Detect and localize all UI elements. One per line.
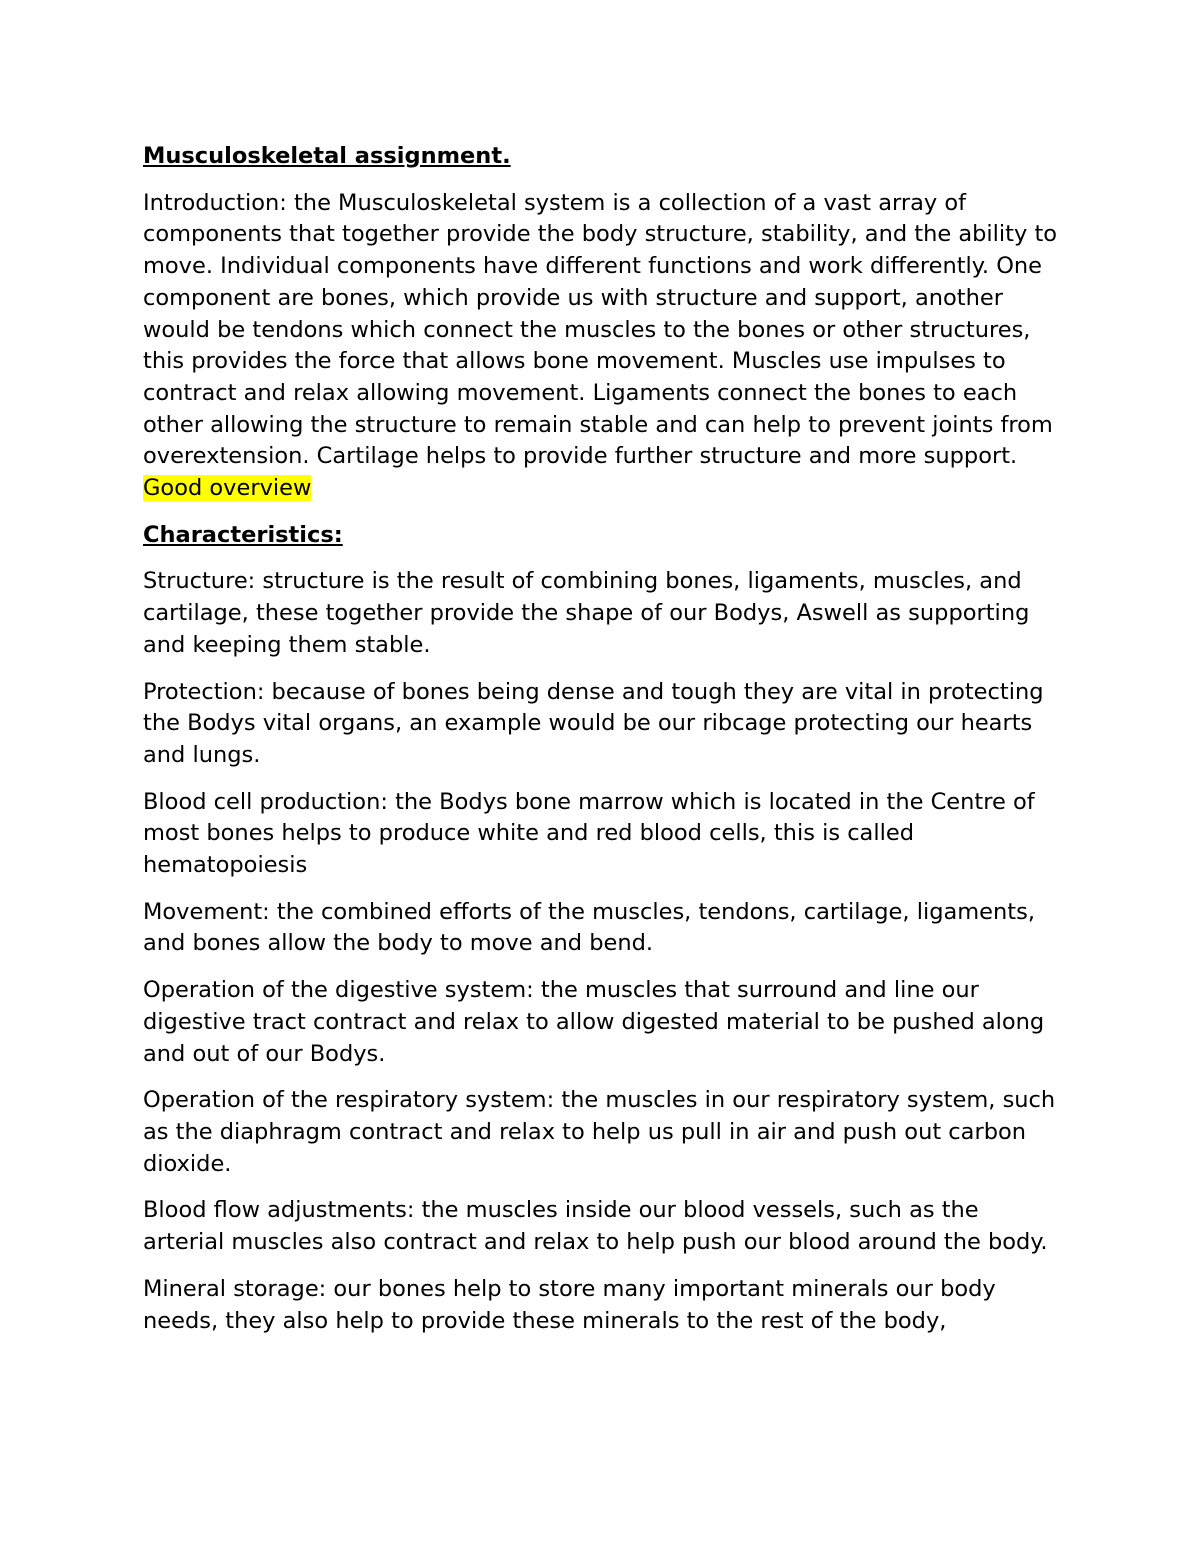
- introduction-paragraph: [143, 188, 1063, 505]
- paragraph-protection: Protection: because of bones being dense and tough they are vital in protecting the Bodys vital organs, an example would be our ribcage protecting our hearts and lungs.: [143, 678, 1044, 768]
- paragraph-structure: Structure: structure is the result of combining bones, ligaments, muscles, and cartilage, these together provide the shape of our Bodys, Aswell as supporting and keeping them stable.: [143, 568, 1030, 658]
- paragraph-movement: Movement: the combined efforts of the muscles, tendons, cartilage, ligaments, and bones allow the body to move and bend.: [143, 898, 1035, 957]
- document-title: Musculoskeletal assignment.: [143, 143, 511, 169]
- paragraph-mineral-storage: Mineral storage: our bones help to store many important minerals our body needs, they also help to provide these minerals to the rest of the body,: [143, 1275, 996, 1334]
- introduction-text: Introduction: the Musculoskeletal system is a collection of a vast array of components that together provide the body structure, stability, and the ability to move. Individual components have different functions and work differently. One component are bones, which provide us with structure and support, another would be tendons which connect the muscles to the bones or other structures, this provides the force that allows bone movement. Muscles use impulses to contract and relax allowing movement. Ligaments connect the bones to each other allowing the structure to remain stable and can help to prevent joints from overextension. Cartilage helps to provide further structure and more support.: [143, 189, 1058, 470]
- characteristics-heading: Characteristics:: [143, 521, 343, 548]
- paragraph-blood-flow: Blood flow adjustments: the muscles inside our blood vessels, such as the arterial muscles also contract and relax to help push our blood around the body.: [143, 1197, 1048, 1256]
- feedback-highlight: Good overview: [143, 475, 312, 502]
- paragraph-respiratory-system: Operation of the respiratory system: the muscles in our respiratory system, such as the diaphragm contract and relax to help us pull in air and push out carbon dioxide.: [143, 1087, 1056, 1177]
- paragraph-digestive-system: Operation of the digestive system: the muscles that surround and line our digestive tract contract and relax to allow digested material to be pushed along and out of our Bodys.: [143, 977, 1045, 1067]
- document-page: [143, 141, 1063, 1352]
- paragraph-blood-cell-production: Blood cell production: the Bodys bone marrow which is located in the Centre of most bones helps to produce white and red blood cells, this is called hematopoiesis: [143, 788, 1035, 879]
